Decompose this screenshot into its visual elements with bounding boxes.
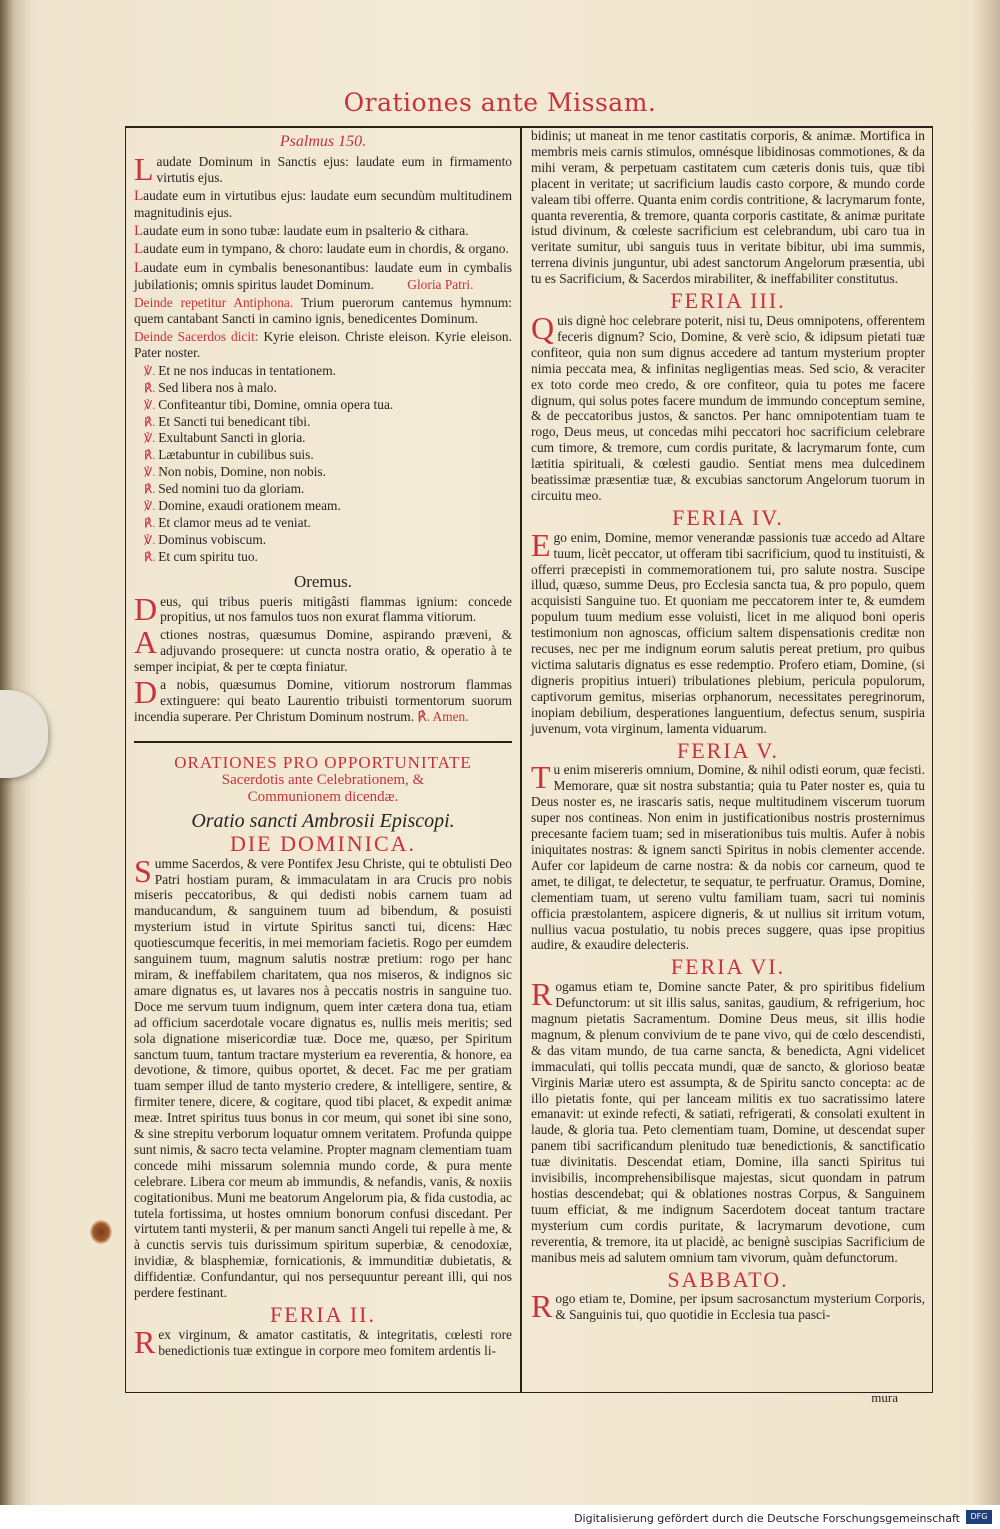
psalm-verses <box>134 150 512 293</box>
versicle: ℟. Et clamor meus ad te veniat. <box>144 514 311 530</box>
day-heading: FERIA IV. <box>672 504 784 530</box>
versicle: ℣. Dominus vobiscum. <box>144 531 267 547</box>
prayer-text: Summe Sacerdos, & vere Pontifex Jesu Christe, qui te obtulisti Deo Patri hostiam puram, & immaculatam in ara Crucis pro nobis miseris peccatoribus, & qui dedisti nobis carnem tuam ad manducandum, & sanguinem tuum ad bibendum, & posuisti mysterium istud in virtute Spiritus sancti tui, dicens: Hæc quotiescumque feceritis, in mei memoriam facietis. Rogo per eumdem sanguinem tuum, magnum salutis nostræ pretium: rogo per hanc miram, & ineffabilem charitatem, qua nos miseros, & indignos sic amare dignatus es, ut lavares nos à peccatis nostris in sanguine tuo. Doce me servum tuum indignum, quem inter cætera dona tua, etiam ad officium sacerdotale vocare dignatus es, nullis meis meritis; sed sola dignatione misericordiæ tuæ. Doce me, quæso, per Spiritum sanctum tuum, tantum tractare mysterium ea reverentia, & honore, ea devotione, & timore, quibus oportet, & decet. Fac me per gratiam tuam semper illud de tanto mysterio credere, & intelligere, sentire, & firmiter tenere, dicere, & cogitare, quod tibi placet, & expedit animæ meæ. Intret spiritus tuus bonus in cor meum, qui sonet ibi sine sono, & sine strepitu verborum loquatur omnem veritatem. Profunda quippe sunt nimis, & sacro tecta velamine. Propter magnam clementiam tuam concede mihi missarum solemnia mundo corde, & pura mente celebrare. Libera cor meum ab immundis, & nefandis, vanis, & noxiis cogitationibus. Muni me beatorum Angelorum pia, & fida custodia, ac tutela fortissima, ut hostes omnium bonorum confusi discedant. Per virtutem tanti mysterii, & per manum sancti Angeli tui repelle à me, & à cunctis servis tuis durissimum spiritum superbiæ, & cenodoxiæ, invidiæ, & blasphemiæ, fornicationis, & immunditiæ dubietatis, & diffidentiæ. Confundantur, qui nos persequuntur pereant illi, qui nos perdere festinant. <box>134 852 512 1301</box>
collect: Da nobis, quæsumus Domine, vitiorum nostrorum flammas extinguere: qui beato Laurentio tribuisti tormentorum suorum incendia superare. Per Christum Dominum nostrum. ℟. Amen. <box>134 674 512 724</box>
versicles <box>134 363 512 566</box>
psalm-verse: Laudate eum in tympano, & choro: laudate eum in chordis, & organo. <box>134 241 509 258</box>
versicle: ℣. Et ne nos inducas in tentationem. <box>144 362 336 378</box>
versicle: ℟. Et cum spiritu tuo. <box>144 548 258 564</box>
day-heading: FERIA III. <box>670 288 786 314</box>
left-column <box>134 132 512 1361</box>
versicle: ℣. Exultabunt Sancti in gloria. <box>144 430 306 446</box>
section-title: ORATIONES PRO OPPORTUNITATE <box>174 752 472 772</box>
drop-capital: S <box>134 852 152 889</box>
rubric: Deinde Sacerdos dicit: <box>134 328 259 344</box>
gloria-patri: Gloria Patri. <box>407 277 474 293</box>
collect: Deus, qui tribus pueris mitigâsti flammas ignium: concede propitius, ut nos famulos tuos non exurat flamma vitiorum. <box>134 590 512 627</box>
versicle: ℣. Domine, exaudi orationem meam. <box>144 498 341 514</box>
prayer-text: Tu enim misereris omnium, Domine, & nihil odisti eorum, quæ fecisti. Memorare, quæ sit nostra substantia; quia tu Pater noster es, quia tu Deus noster es, ne irascaris satis, neque multitudinem viscerum tuorum super nos contineas. Non enim in justificationibus nostris prosternimus precesante faciem tuam; sed in miserationibus tuis multis. Aufer à nobis iniquitates nostras: & ignem sancti Spiritus in nobis clementer accende. Aufer cor lapideum de carne nostra: & da nobis cor carneum, quod te amet, te diligat, te delectetur, te sequatur, te perfruatur. Oramus, Domine, clementiam tuam, ut sereno vultu familiam tuam, sacri tui nominis officia præstolantem, aspicere digneris, & ut nullius sit irritum votum, nullius vacua postulatio, tu nobis preces suggere, quas ipse propitius audire, & exaudire delecteris. <box>531 759 925 953</box>
versicle: ℟. Lætabuntur in cubilibus suis. <box>144 447 314 463</box>
page-fold-shadow <box>972 0 1000 1505</box>
day-heading: SABBATO. <box>667 1266 789 1292</box>
drop-capital: E <box>531 526 551 563</box>
drop-capital: A <box>134 624 158 661</box>
oremus-heading: Oremus. <box>293 571 353 591</box>
drop-capital: R <box>531 1288 553 1325</box>
drop-capital: L <box>134 150 154 187</box>
drop-capital: R <box>531 976 553 1013</box>
drop-capital: R <box>134 1323 156 1360</box>
day-heading: FERIA V. <box>676 737 779 763</box>
versicle: ℟. Sed nomini tuo da gloriam. <box>144 481 305 497</box>
section-rule <box>134 741 512 743</box>
drop-capital: T <box>531 759 551 796</box>
versicle: ℣. Non nobis, Domine, non nobis. <box>144 464 326 480</box>
drop-capital: D <box>134 674 158 711</box>
section-subtitle: Sacerdotis ante Celebrationem, & <box>221 771 425 788</box>
footer-credit: Digitalisierung gefördert durch die Deutsche Forschungsgemeinschaft <box>574 1512 960 1525</box>
prayer-text: Ego enim, Domine, memor venerandæ passionis tuæ accedo ad Altare tuum, licèt peccator, ut offeram tibi sacrificium, quod tu instituisti, & offerri præcepisti in commemorationem tui, pro salute nostra. Suscipe illud, quæso, summe Deus, pro Ecclesia sancta tua, & pro populo, quem acquisisti Sanguine tuo. Et quoniam me peccatorem inter te, & eumdem populum tuum medium esse voluisti, licet in me aliquod boni operis testimonium non agnoscas, officium saltem dispensationis creditæ non recuses, nec per me indignum eorum salutis pereat pretium, pro quibus victima salutaris dignatus es esse redemptio. Profero etiam, Domine, (si digneris propitius intueri) tribulationes plebium, pericula populorum, captivorum gemitus, miserias orphanorum, necessitates peregrinorum, inopiam debilium, desperationes languentium, defectus senum, suspiria juvenum, vota virginum, lamenta viduarum. <box>531 526 925 736</box>
day-heading: FERIA VI. <box>670 954 786 980</box>
versicle: ℣. Confiteantur tibi, Domine, omnia opera tua. <box>144 396 394 412</box>
versicle: ℟. Et Sancti tui benedicant tibi. <box>144 413 311 429</box>
kyrie: Deinde Sacerdos dicit: Kyrie eleison. Christe eleison. Kyrie eleison. Pater noster. <box>134 328 512 360</box>
psalm-title: Psalmus 150. <box>279 133 367 150</box>
psalm-verse: Laudate eum in cymbalis benesonantibus: laudate eum in cymbalis jubilationis; omnis spiritus laudet Dominum. Gloria Patri. <box>134 260 512 293</box>
ink-stain <box>90 1220 112 1244</box>
day-heading: DIE DOMINICA. <box>229 830 417 856</box>
prayer-text: Rogo etiam te, Domine, per ipsum sacrosanctum mysterium Corporis, & Sanguinis tui, quo quotidie in Ecclesia tua pasci- <box>531 1288 925 1325</box>
antiphon: Deinde repetitur Antiphona. Trium puerorum cantemus hymnum: quem cantabant Sancti in camino ignis, benedicentes Dominum. <box>134 295 512 327</box>
psalm-verse: Laudate Dominum in Sanctis ejus: laudate eum in firmamento virtutis ejus. <box>134 150 512 187</box>
collect: Actiones nostras, quæsumus Domine, aspirando præveni, & adjuvando prosequere: ut cuncta nostra oratio, & operatio à te semper incipiat, & per te cœpta finiatur. <box>134 624 512 675</box>
psalm-verse: Laudate eum in sono tubæ: laudate eum in psalterio & cithara. <box>134 222 469 239</box>
prayer-text: Quis dignè hoc celebrare poterit, nisi tu, Deus omnipotens, offerentem feceris dignum? Scio, Domine, & verè scio, & idipsum pietati tuæ confiteor, quia non sum dignus accedere ad tantum mysterium propter nimia peccata mea, & infinitas negligentias meas. Sed scio, & veraciter ex toto corde meo credo, & ore confiteor, quia tu potes me facere dignum, qui solus potes facere mundum de immundo conceptum semine, & de peccatoribus justos, & sanctos. Per hanc omnipotentiam tuam te rogo, Deus meus, ut concedas mihi peccatori hoc sacrificium celebrare cum timore, & tremore, cum cordis puritate, & lacrymarum fonte, cum lætitia spirituali, & cœlesti gaudio. Sentiat mens mea dulcedinem beatissimæ præsentiæ tuæ, & excubias sanctorum Angelorum tuorum in circuitu meo. <box>531 309 925 503</box>
dfg-logo: DFG <box>966 1510 992 1524</box>
psalm-verse: Laudate eum in virtutibus ejus: laudate eum secundùm multitudinem magnitudinis ejus. <box>134 187 512 220</box>
prayer-heading: Oratio sancti Ambrosii Episcopi. <box>191 809 455 832</box>
prayer-text: bidinis; ut maneat in me tenor castitatis corporis, & animæ. Mortifica in membris meis carnis stimulos, omnésque libidinosas commotiones, & da mihi veram, & perpetuam castitatem cum cæteris donis tuis, quæ tibi placent in veritate; ut sacrificium laudis casto corpore, & mundo corde valeam tibi offerre. Quanta enim cordis contritione, & lacrymarum fonte, quanta reverentia, & tremore, quanta corporis castitate, & animæ puritate istud divinum, & cœleste sacrificium est celebrandum, ubi caro tua in veritate sumitur, ubi sanguis tuus in veritate bibitur, ubi ima summis, terrena divinis junguntur, ubi adest sanctorum Angelorum præsentia, ubi tu es Sacrificium, & Sacerdos mirabiliter, & ineffabiliter constitutus. <box>531 128 925 287</box>
rubric: Deinde repetitur Antiphona. <box>134 295 294 311</box>
prayer-text: Rogamus etiam te, Domine sancte Pater, & pro spiritibus fidelium Defunctorum: ut sit illis salus, sanitas, gaudium, & refrigerium, hoc magnum pietatis Sacramentum. Domine Deus meus, sit illis hodie magnum, & plenum convivium de te pane vivo, qui de cœlo descendisti, & das vitam mundo, de tua carne sancta, & benedicta, Agni videlicet immaculati, qui tollis peccata mundi, quæ de sancto, & glorioso beatæ Virginis Mariæ utero est assumpta, & de Spiritu sancto concepta: ac de illo pietatis fonte, qui per lanceam militis ex tuo sacratissimo latere emanavit: ut exinde refecti, & satiati, refrigerati, & consolati exultent in laude, & gloria tua. Peto clementiam tuam, Domine, ut descendat super panem tibi sacrificandum plenitudo tuæ benedictionis, & sanctificatio tuæ divinitatis. Descendat etiam, Domine, illa sancti Spiritus tui invisibilis, incomprehensibilisque majestas, sicut quondam in patrum hostias descendebat; qui & oblationes nostras Corpus, & Sanguinem tuum efficiat, & me indignum Sacerdotem doceat tantum tractare mysterium cum cordis puritate, & lacrymarum devotione, cum reverentia, & tremore, ita ut placidè, ac benignè suscipias Sacrificium de manibus meis ad salutem omnium tam vivorum, quàm defunctorum. <box>531 976 925 1265</box>
catchword: mura <box>871 1390 898 1405</box>
prayer-text: Rex virginum, & amator castitatis, & integritatis, cœlesti rore benedictionis tuæ extingue in corpore meo fomitem ardentis li- <box>134 1323 512 1360</box>
drop-capital: D <box>134 590 158 627</box>
day-heading: FERIA II. <box>270 1302 376 1327</box>
section-subtitle: Communionem dicendæ. <box>247 788 399 805</box>
running-head: Orationes ante Missam. <box>343 88 657 117</box>
right-column <box>531 128 925 1325</box>
amen: ℟. Amen. <box>417 708 469 724</box>
versicle: ℟. Sed libera nos à malo. <box>144 379 277 395</box>
drop-capital: Q <box>531 309 555 346</box>
